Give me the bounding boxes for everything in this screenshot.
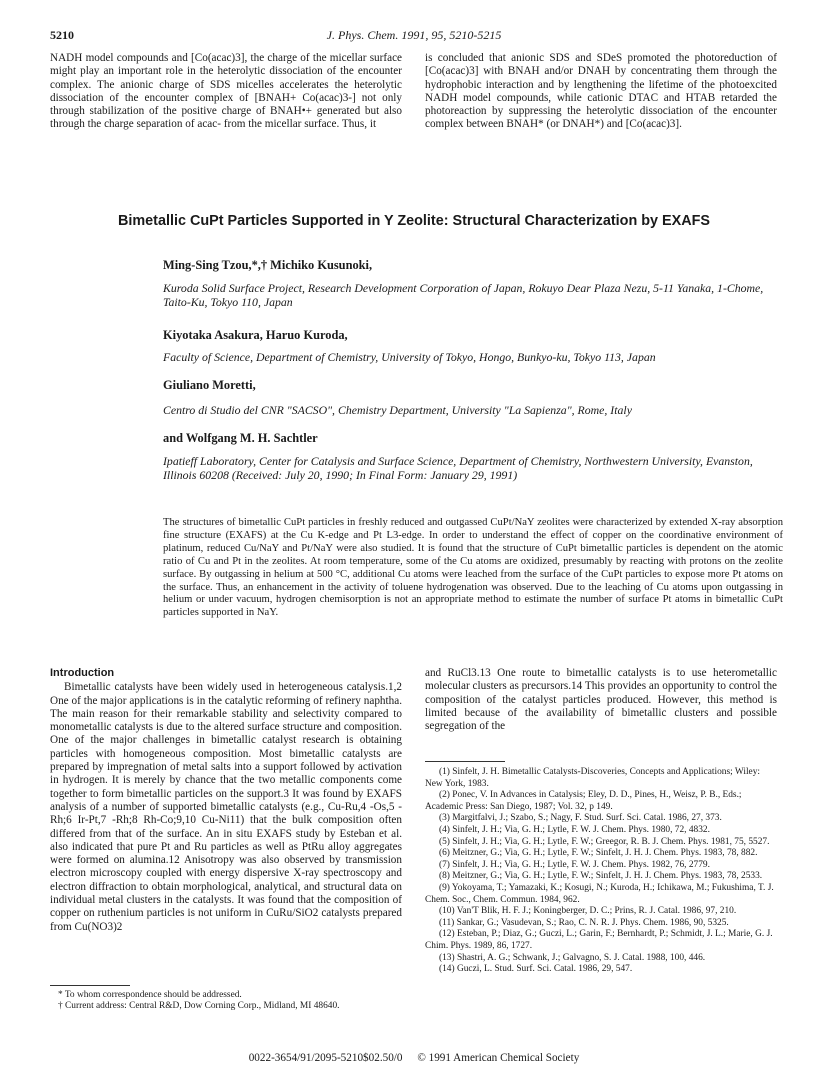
reference-item: (1) Sinfelt, J. H. Bimetallic Catalysts-Discoveries, Concepts and Applications; Wiley: New York, 1983.	[425, 767, 761, 789]
previous-article-right-column: is concluded that anionic SDS and SDeS promoted the photoreduction of [Co(acac)3] with BNAH and/or DNAH by concentrating them through the hydrophobic interaction and by lengthening the lifetime of the photoexcited NADH model compounds, while cationic DTAC and HTAB retarded the photoreaction by suppressing the heterolytic dissociation of the encounter complex between BNAH* (or DNAH*) and [Co(acac)3].	[425, 52, 777, 131]
body-paragraph: and RuCl3.13 One route to bimetallic catalysts is to use heterometallic molecular clusters as precursors.14 This provides an opportunity to control the composition of the catalyst particles produced. However, this method is limited because of the availability of bimetallic clusters and possible segregation of the	[425, 667, 777, 733]
reference-item: (11) Sankar, G.; Vasudevan, S.; Rao, C. N. R. J. Phys. Chem. 1986, 90, 5325.	[439, 917, 729, 928]
affiliation: Kuroda Solid Surface Project, Research Development Corporation of Japan, Rokuyo Dear Plaza Nezu, 5-11 Yanaka, 1-Chome, Taito-Ku, Tokyo 110, Japan	[163, 281, 764, 309]
body-paragraph: Bimetallic catalysts have been widely used in heterogeneous catalysis.1,2 One of the major applications is in the catalytic reforming of refinery naphtha. The main reason for their remarkable stability and selectivity compared to monometallic catalysts is due to the altered surface structure and composition. One of the major challenges in bimetallic catalyst research is obtaining particles with homogeneous composition. Most bimetallic catalysts are prepared by impregnation of metal salts into a support followed by activation in hydrogen. It is merely by chance that the two metallic components come together to form bimetallic particles on the support.3 It was found by EXAFS analysis of a number of supported bimetallic catalysts (e.g., Cu-Ru,4 -Os,5 -Rh;6 Ir-Pt,7 -Rh;8 Rh-Co;9,10 Cu-Ni11) that the bulk composition often differed from that of the surface. An in situ EXAFS study by Esteban et al. also indicated that pure Pt and Ru particles as well as PtRu alloy aggregates were formed on alumina.12 Anisotropy was also observed by transmission electron microscopy coupled with energy dispersive X-ray spectroscopy and electron diffraction to obtain morphological, analytical, and structural data on individual metal clusters in the catalysts. It was found that the composition of copper on ruthenium particles is not uniform in CuRu/SiO2 catalysts prepared from Cu(NO3)2	[50, 681, 402, 933]
reference-item: (9) Yokoyama, T.; Yamazaki, K.; Kosugi, N.; Kuroda, H.; Ichikawa, M.; Fukushima, T. J. Chem. Soc., Chem. Commun. 1984, 962.	[425, 882, 774, 905]
footnote: * To whom correspondence should be addressed.	[58, 990, 242, 1000]
page-number: 5210	[50, 28, 74, 42]
footnote: † Current address: Central R&D, Dow Corning Corp., Midland, MI 48640.	[58, 1001, 340, 1012]
affiliation: Centro di Studio del CNR "SACSO", Chemistry Department, University "La Sapienza", Rome, Italy	[163, 403, 632, 417]
author-line: Kiyotaka Asakura, Haruo Kuroda,	[163, 328, 348, 342]
page-footer	[50, 1052, 778, 1064]
reference-item: (5) Sinfelt, J. H.; Via, G. H.; Lytle, F. W.; Greegor, R. B. J. Chem. Phys. 1981, 75, 5527.	[439, 836, 770, 847]
reference-item: (2) Ponec, V. In Advances in Catalysis; Eley, D. D., Pines, H., Weisz, P. B., Eds.; Academic Press: San Diego, 1987; Vol. 32, p 149.	[425, 790, 742, 812]
reference-item: (7) Sinfelt, J. H.; Via, G. H.; Lytle, F. W. J. Chem. Phys. 1982, 76, 2779.	[439, 859, 710, 870]
introduction-left-column	[50, 667, 402, 934]
author-line: Ming-Sing Tzou,*,† Michiko Kusunoki,	[163, 258, 373, 272]
affiliation: Ipatieff Laboratory, Center for Catalysis and Surface Science, Department of Chemistry, Northwestern University, Evanston, Illinois 60208 (Received: July 20, 1990; In Final Form: January 29, 1991)	[163, 454, 753, 482]
references-divider	[425, 761, 505, 762]
previous-article-left-column: NADH model compounds and [Co(acac)3], the charge of the micellar surface might play an important role in the heterolytic dissociation of the encounter complex. The anionic charge of SDS micelles accelerates the heterolytic dissociation of the encounter complex of [BNAH+ Co(acac)3-] not only through stabilization of the positive charge of BNAH•+ generated but also through the charge separation of acac- from the micellar surface. Thus, it	[50, 52, 402, 131]
section-heading: Introduction	[50, 667, 115, 679]
footnotes	[50, 990, 402, 1013]
page-header	[50, 28, 778, 44]
copyright-notice: © 1991 American Chemical Society	[417, 1052, 580, 1064]
journal-citation: J. Phys. Chem. 1991, 95, 5210-5215	[326, 28, 502, 42]
issn-code: 0022-3654/91/2095-5210$02.50/0	[248, 1052, 403, 1064]
article-title: Bimetallic CuPt Particles Supported in Y Zeolite: Structural Characterization by EXAFS	[117, 213, 711, 229]
author-line: and Wolfgang M. H. Sachtler	[163, 431, 318, 445]
reference-list	[425, 767, 777, 976]
reference-item: (10) Van'T Blik, H. F. J.; Koningberger, D. C.; Prins, R. J. Catal. 1986, 97, 210.	[439, 906, 737, 917]
introduction-right-column	[425, 667, 777, 733]
reference-item: (6) Meitzner, G.; Via, G. H.; Lytle, F. W.; Sinfelt, J. H. J. Chem. Phys. 1983, 78, 882.	[439, 848, 758, 859]
reference-item: (3) Margitfalvi, J.; Szabo, S.; Nagy, F. Stud. Surf. Sci. Catal. 1986, 27, 373.	[439, 813, 722, 824]
footnote-divider	[50, 985, 130, 986]
abstract: The structures of bimetallic CuPt particles in freshly reduced and outgassed CuPt/NaY zeolites were characterized by extended X-ray absorption fine structure (EXAFS) at the Cu K-edge and Pt L3-edge. In order to understand the effect of copper on the coordinative environment of platinum, reduced Cu/NaY and Pt/NaY were also studied. It is found that the structure of CuPt bimetallic particles is dependent on the atomic ratio of Cu and Pt in the zeolites. At room temperature, some of the Cu atoms are oxidized, presumably by reacting with protons on the zeolite surface. By outgassing in helium at 500 °C, additional Cu atoms were leached from the surface of the CuPt particles to expose more Pt atoms on the surface. Thus, an enhancement in the activity of toluene hydrogenation was observed. Due to the leaching of Cu atoms upon outgassing in helium or under vacuum, hydrogen chemisorption is not an appropriate method to estimate the number of surface Pt atoms in bimetallic CuPt particles supported in NaY.	[163, 517, 783, 619]
affiliation: Faculty of Science, Department of Chemistry, University of Tokyo, Hongo, Bunkyo-ku, Tokyo 113, Japan	[163, 350, 656, 364]
author-line: Giuliano Moretti,	[163, 378, 256, 392]
reference-item: (8) Meitzner, G.; Via, G. H.; Lytle, F. W.; Sinfelt, J. H. J. Chem. Phys. 1983, 78, 2533.	[439, 871, 763, 882]
reference-item: (12) Esteban, P.; Diaz, G.; Guczi, L.; Garin, F.; Bernhardt, P.; Schmidt, J. L.; Marie, G. J. Chim. Phys. 1989, 86, 1727.	[425, 929, 773, 951]
reference-item: (13) Shastri, A. G.; Schwank, J.; Galvagno, S. J. Catal. 1988, 100, 446.	[439, 952, 706, 963]
reference-item: (14) Guczi, L. Stud. Surf. Sci. Catal. 1986, 29, 547.	[439, 964, 633, 975]
reference-item: (4) Sinfelt, J. H.; Via, G. H.; Lytle, F. W. J. Chem. Phys. 1980, 72, 4832.	[439, 824, 710, 835]
